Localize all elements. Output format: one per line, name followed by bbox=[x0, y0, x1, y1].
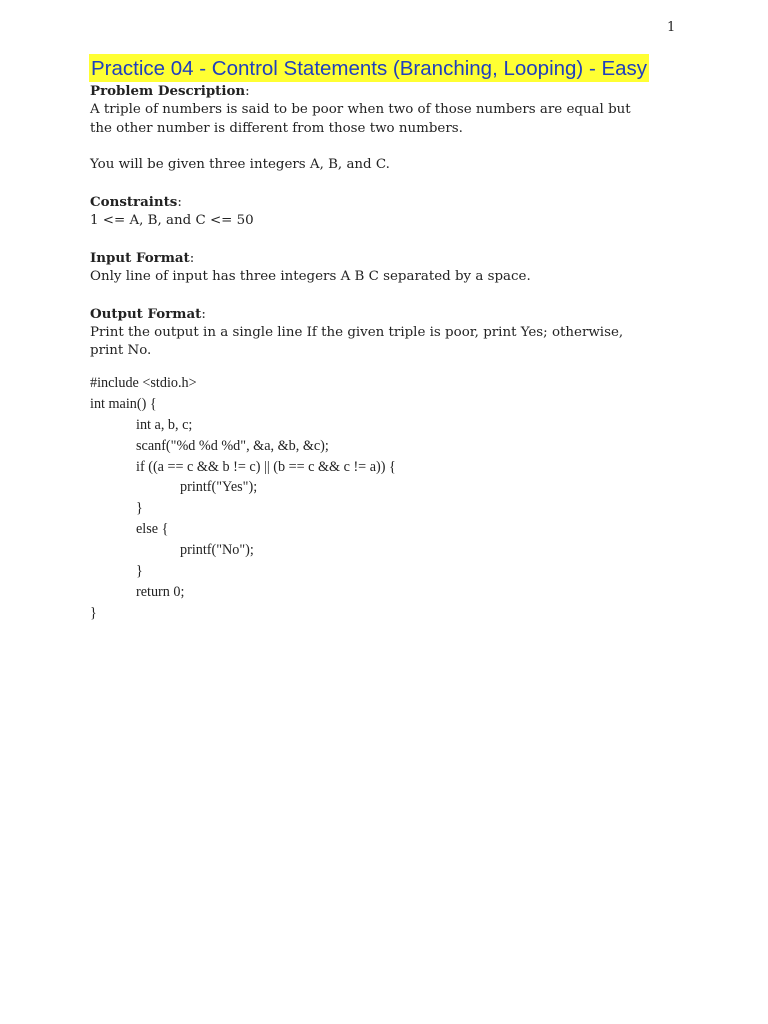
document-body bbox=[90, 82, 690, 360]
code-block bbox=[90, 373, 396, 624]
code-line: } bbox=[90, 604, 97, 621]
constraints-heading-line bbox=[90, 193, 690, 212]
code-line: } bbox=[136, 563, 143, 580]
heading-colon: : bbox=[201, 306, 206, 322]
code-line: printf("Yes"); bbox=[180, 479, 258, 496]
page-number: 1 bbox=[667, 20, 676, 35]
code-line: } bbox=[136, 500, 143, 517]
heading-colon: : bbox=[245, 84, 250, 99]
constraints-text: 1 <= A, B, and C <= 50 bbox=[90, 213, 254, 229]
heading-colon: : bbox=[177, 194, 182, 210]
code-line: printf("No"); bbox=[180, 542, 254, 559]
problem-text-line-2: the other number is different from those two numbers. bbox=[90, 120, 463, 136]
heading-colon: : bbox=[189, 250, 195, 266]
problem-description-heading: Problem Description bbox=[90, 83, 246, 99]
code-line: scanf("%d %d %d", &a, &b, &c); bbox=[136, 437, 329, 454]
constraints-heading: Constraints bbox=[90, 193, 178, 210]
code-line: if ((a == c && b != c) || (b == c && c != a)) { bbox=[136, 458, 396, 475]
code-line: int a, b, c; bbox=[136, 416, 193, 433]
input-format-heading-line bbox=[90, 249, 690, 268]
code-line: #include <stdio.h> bbox=[90, 375, 197, 391]
problem-text-line-1: A triple of numbers is said to be poor when two of those numbers are equal but bbox=[90, 102, 631, 118]
input-format-text: Only line of input has three integers A B C separated by a space. bbox=[90, 268, 531, 284]
output-format-text-line-2: print No. bbox=[90, 343, 152, 359]
code-line: int main() { bbox=[90, 395, 157, 412]
page-title: Practice 04 - Control Statements (Branching, Looping) - Easy bbox=[89, 54, 649, 82]
output-format-text-line-1: Print the output in a single line If the given triple is poor, print Yes; otherwise, bbox=[90, 324, 624, 340]
problem-description-heading-line bbox=[90, 82, 690, 101]
output-format-heading: Output Format bbox=[90, 305, 202, 322]
output-format-heading-line bbox=[90, 305, 690, 324]
code-line: return 0; bbox=[136, 583, 185, 600]
problem-given-text: You will be given three integers A, B, and C. bbox=[90, 157, 390, 173]
input-format-heading: Input Format bbox=[90, 249, 190, 266]
code-line: else { bbox=[136, 521, 169, 538]
